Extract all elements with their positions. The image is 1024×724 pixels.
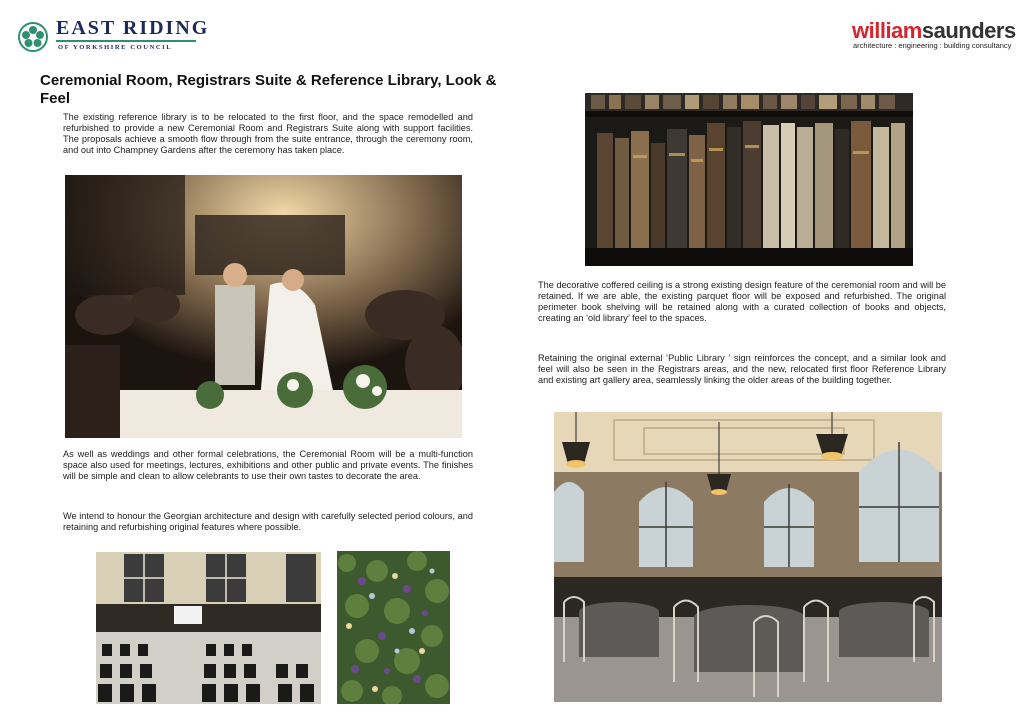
flower-wall-photo xyxy=(337,551,450,704)
paragraph-relocation: The existing reference library is to be relocated to the first floor, and the space remodelled and refurbished to provide a new Ceremonial Room and Registrars Suite along with support facilities. The proposals achieve a smooth flow through from the suite entrance, through the ceremony room, and out into Champney Gardens after the ceremony has taken place. xyxy=(63,112,473,155)
paragraph-signage: Retaining the original external ‘Public Library ‘ sign reinforces the concept, and a similar look and feel will also be seen in the Registrars areas, and the new, relocated first floor Reference Library and existing art gallery area, seamlessly linking the older areas of the building together. xyxy=(538,353,946,385)
firm-name-part1: william xyxy=(852,18,922,43)
council-divider xyxy=(56,40,196,42)
paragraph-multifunction: As well as weddings and other formal celebrations, the Ceremonial Room will be a multi-function space also used for meetings, lectures, exhibitions and other public and private events. The finishes will be simple and clean to allow celebrants to use their own tastes to decorate the area. xyxy=(63,449,473,481)
firm-name-part2: saunders xyxy=(921,18,1016,43)
dining-hall-photo xyxy=(554,412,942,702)
council-logo-icon xyxy=(18,22,48,52)
wedding-ceremony-photo xyxy=(65,175,462,438)
council-subtitle: OF YORKSHIRE COUNCIL xyxy=(58,44,173,51)
paragraph-georgian: We intend to honour the Georgian architecture and design with carefully selected period colours, and retaining and refurbishing original features where possible. xyxy=(63,511,473,532)
hall-chairs-photo xyxy=(96,552,321,704)
council-name: EAST RIDING xyxy=(56,17,210,39)
paragraph-ceiling: The decorative coffered ceiling is a strong existing design feature of the ceremonial room and will be retained. If we are able, the existing parquet floor will be exposed and refurbished. The original perimeter book shelving will be retained along with a curated collection of books and objects, creating an ‘old library’ feel to the spaces. xyxy=(538,280,946,323)
firm-tagline: architecture : engineering : building consultancy xyxy=(853,41,1012,50)
library-books-photo xyxy=(585,93,913,266)
page-title: Ceremonial Room, Registrars Suite & Reference Library, Look & Feel xyxy=(40,72,497,107)
